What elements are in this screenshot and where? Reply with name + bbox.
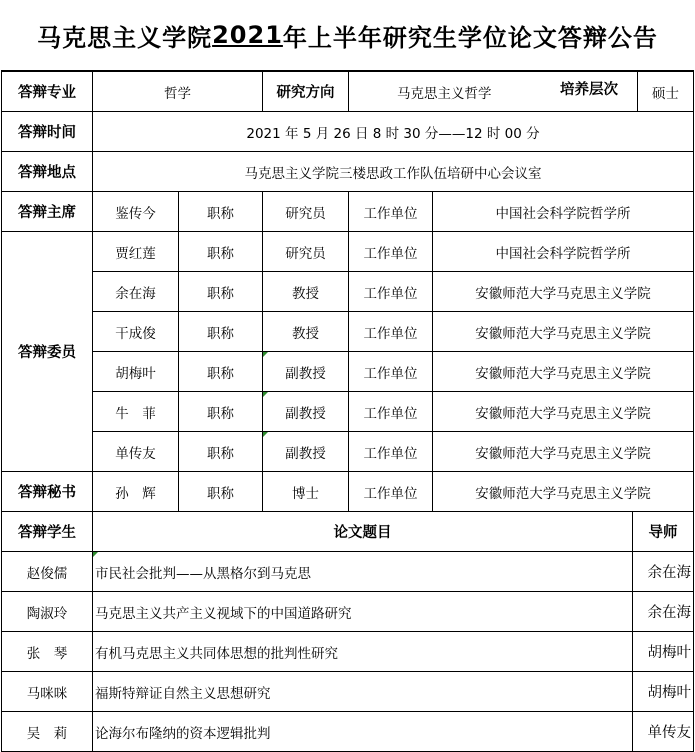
rank-label: 职称 xyxy=(179,272,263,312)
table-row xyxy=(2,592,694,632)
chair-rank: 研究员 xyxy=(263,192,349,232)
thesis-title: 有机马克思主义共同体思想的批判性研究 xyxy=(93,632,633,672)
committee-unit: 安徽师范大学马克思主义学院 xyxy=(433,392,694,432)
chair-name: 鉴传今 xyxy=(93,192,179,232)
committee-unit: 中国社会科学院哲学所 xyxy=(433,232,694,272)
thesis-title: 福斯特辩证自然主义思想研究 xyxy=(93,672,633,712)
unit-label: 工作单位 xyxy=(349,272,433,312)
rank-label: 职称 xyxy=(179,232,263,272)
secretary-unit: 安徽师范大学马克思主义学院 xyxy=(433,472,694,512)
direction-value: 马克思主义哲学 xyxy=(349,71,638,112)
committee-unit: 安徽师范大学马克思主义学院 xyxy=(433,272,694,312)
title-suffix: 年上半年研究生学位论文答辩公告 xyxy=(282,23,658,52)
rank-label: 职称 xyxy=(179,472,263,512)
thesis-title: 马克思主义共产主义视域下的中国道路研究 xyxy=(93,592,633,632)
committee-rank: 副教授 xyxy=(263,392,349,432)
table-row xyxy=(2,672,694,712)
time-label: 答辩时间 xyxy=(2,112,93,152)
committee-row xyxy=(2,272,694,312)
time-value: 2021 年 5 月 26 日 8 时 30 分——12 时 00 分 xyxy=(93,112,694,152)
rank-label: 职称 xyxy=(179,352,263,392)
committee-name: 胡梅叶 xyxy=(93,352,179,392)
rank-label: 职称 xyxy=(179,392,263,432)
thesis-title: 论海尔布隆纳的资本逻辑批判 xyxy=(93,712,633,752)
level-value: 硕士 xyxy=(638,71,694,112)
unit-label: 工作单位 xyxy=(349,432,433,472)
rank-label: 职称 xyxy=(179,192,263,232)
chair-unit: 中国社会科学院哲学所 xyxy=(433,192,694,232)
page-title xyxy=(0,0,695,70)
thesis-header: 论文题目 xyxy=(93,512,633,552)
committee-name: 牛 菲 xyxy=(93,392,179,432)
student-name: 马咪咪 xyxy=(2,672,93,712)
advisor-name: 胡梅叶 xyxy=(633,672,694,712)
student-name: 吴 莉 xyxy=(2,712,93,752)
advisor-name: 胡梅叶 xyxy=(633,632,694,672)
place-row xyxy=(2,152,694,192)
committee-name: 余在海 xyxy=(93,272,179,312)
committee-name: 干成俊 xyxy=(93,312,179,352)
defense-info-table xyxy=(1,70,694,512)
committee-row xyxy=(2,232,694,272)
level-label: 培养层次 xyxy=(549,81,629,99)
major-label: 答辩专业 xyxy=(2,71,93,112)
committee-unit: 安徽师范大学马克思主义学院 xyxy=(433,352,694,392)
advisor-name: 单传友 xyxy=(633,712,694,752)
secretary-label: 答辩秘书 xyxy=(2,472,93,512)
committee-row xyxy=(2,432,694,472)
unit-label: 工作单位 xyxy=(349,392,433,432)
chair-row xyxy=(2,192,694,232)
secretary-name: 孙 辉 xyxy=(93,472,179,512)
table-row xyxy=(2,632,694,672)
committee-label: 答辩委员 xyxy=(2,232,93,472)
committee-name: 单传友 xyxy=(93,432,179,472)
unit-label: 工作单位 xyxy=(349,352,433,392)
student-name: 张 琴 xyxy=(2,632,93,672)
rank-label: 职称 xyxy=(179,432,263,472)
advisor-name: 余在海 xyxy=(633,552,694,592)
student-name: 陶淑玲 xyxy=(2,592,93,632)
advisor-header: 导师 xyxy=(633,512,694,552)
students-table xyxy=(1,511,694,752)
secretary-rank: 博士 xyxy=(263,472,349,512)
chair-label: 答辩主席 xyxy=(2,192,93,232)
committee-rank: 教授 xyxy=(263,272,349,312)
unit-label: 工作单位 xyxy=(349,232,433,272)
title-prefix: 马克思主义学院 xyxy=(37,23,213,52)
students-header-row xyxy=(2,512,694,552)
committee-rank: 教授 xyxy=(263,312,349,352)
committee-row xyxy=(2,392,694,432)
committee-rank: 副教授 xyxy=(263,432,349,472)
thesis-title: 市民社会批判——从黑格尔到马克思 xyxy=(93,552,633,592)
secretary-row xyxy=(2,472,694,512)
student-name: 赵俊儒 xyxy=(2,552,93,592)
student-header: 答辩学生 xyxy=(2,512,93,552)
table-row xyxy=(2,712,694,752)
unit-label: 工作单位 xyxy=(349,472,433,512)
title-year: 2021 xyxy=(212,21,283,49)
place-label: 答辩地点 xyxy=(2,152,93,192)
committee-unit: 安徽师范大学马克思主义学院 xyxy=(433,312,694,352)
unit-label: 工作单位 xyxy=(349,312,433,352)
committee-rank: 副教授 xyxy=(263,352,349,392)
committee-row xyxy=(2,352,694,392)
unit-label: 工作单位 xyxy=(349,192,433,232)
time-row xyxy=(2,112,694,152)
rank-label: 职称 xyxy=(179,312,263,352)
committee-row xyxy=(2,312,694,352)
place-value: 马克思主义学院三楼思政工作队伍培研中心会议室 xyxy=(93,152,694,192)
committee-rank: 研究员 xyxy=(263,232,349,272)
advisor-name: 余在海 xyxy=(633,592,694,632)
table-row xyxy=(2,552,694,592)
major-value: 哲学 xyxy=(93,71,263,112)
direction-label: 研究方向 xyxy=(263,71,349,112)
committee-name: 贾红莲 xyxy=(93,232,179,272)
committee-unit: 安徽师范大学马克思主义学院 xyxy=(433,432,694,472)
